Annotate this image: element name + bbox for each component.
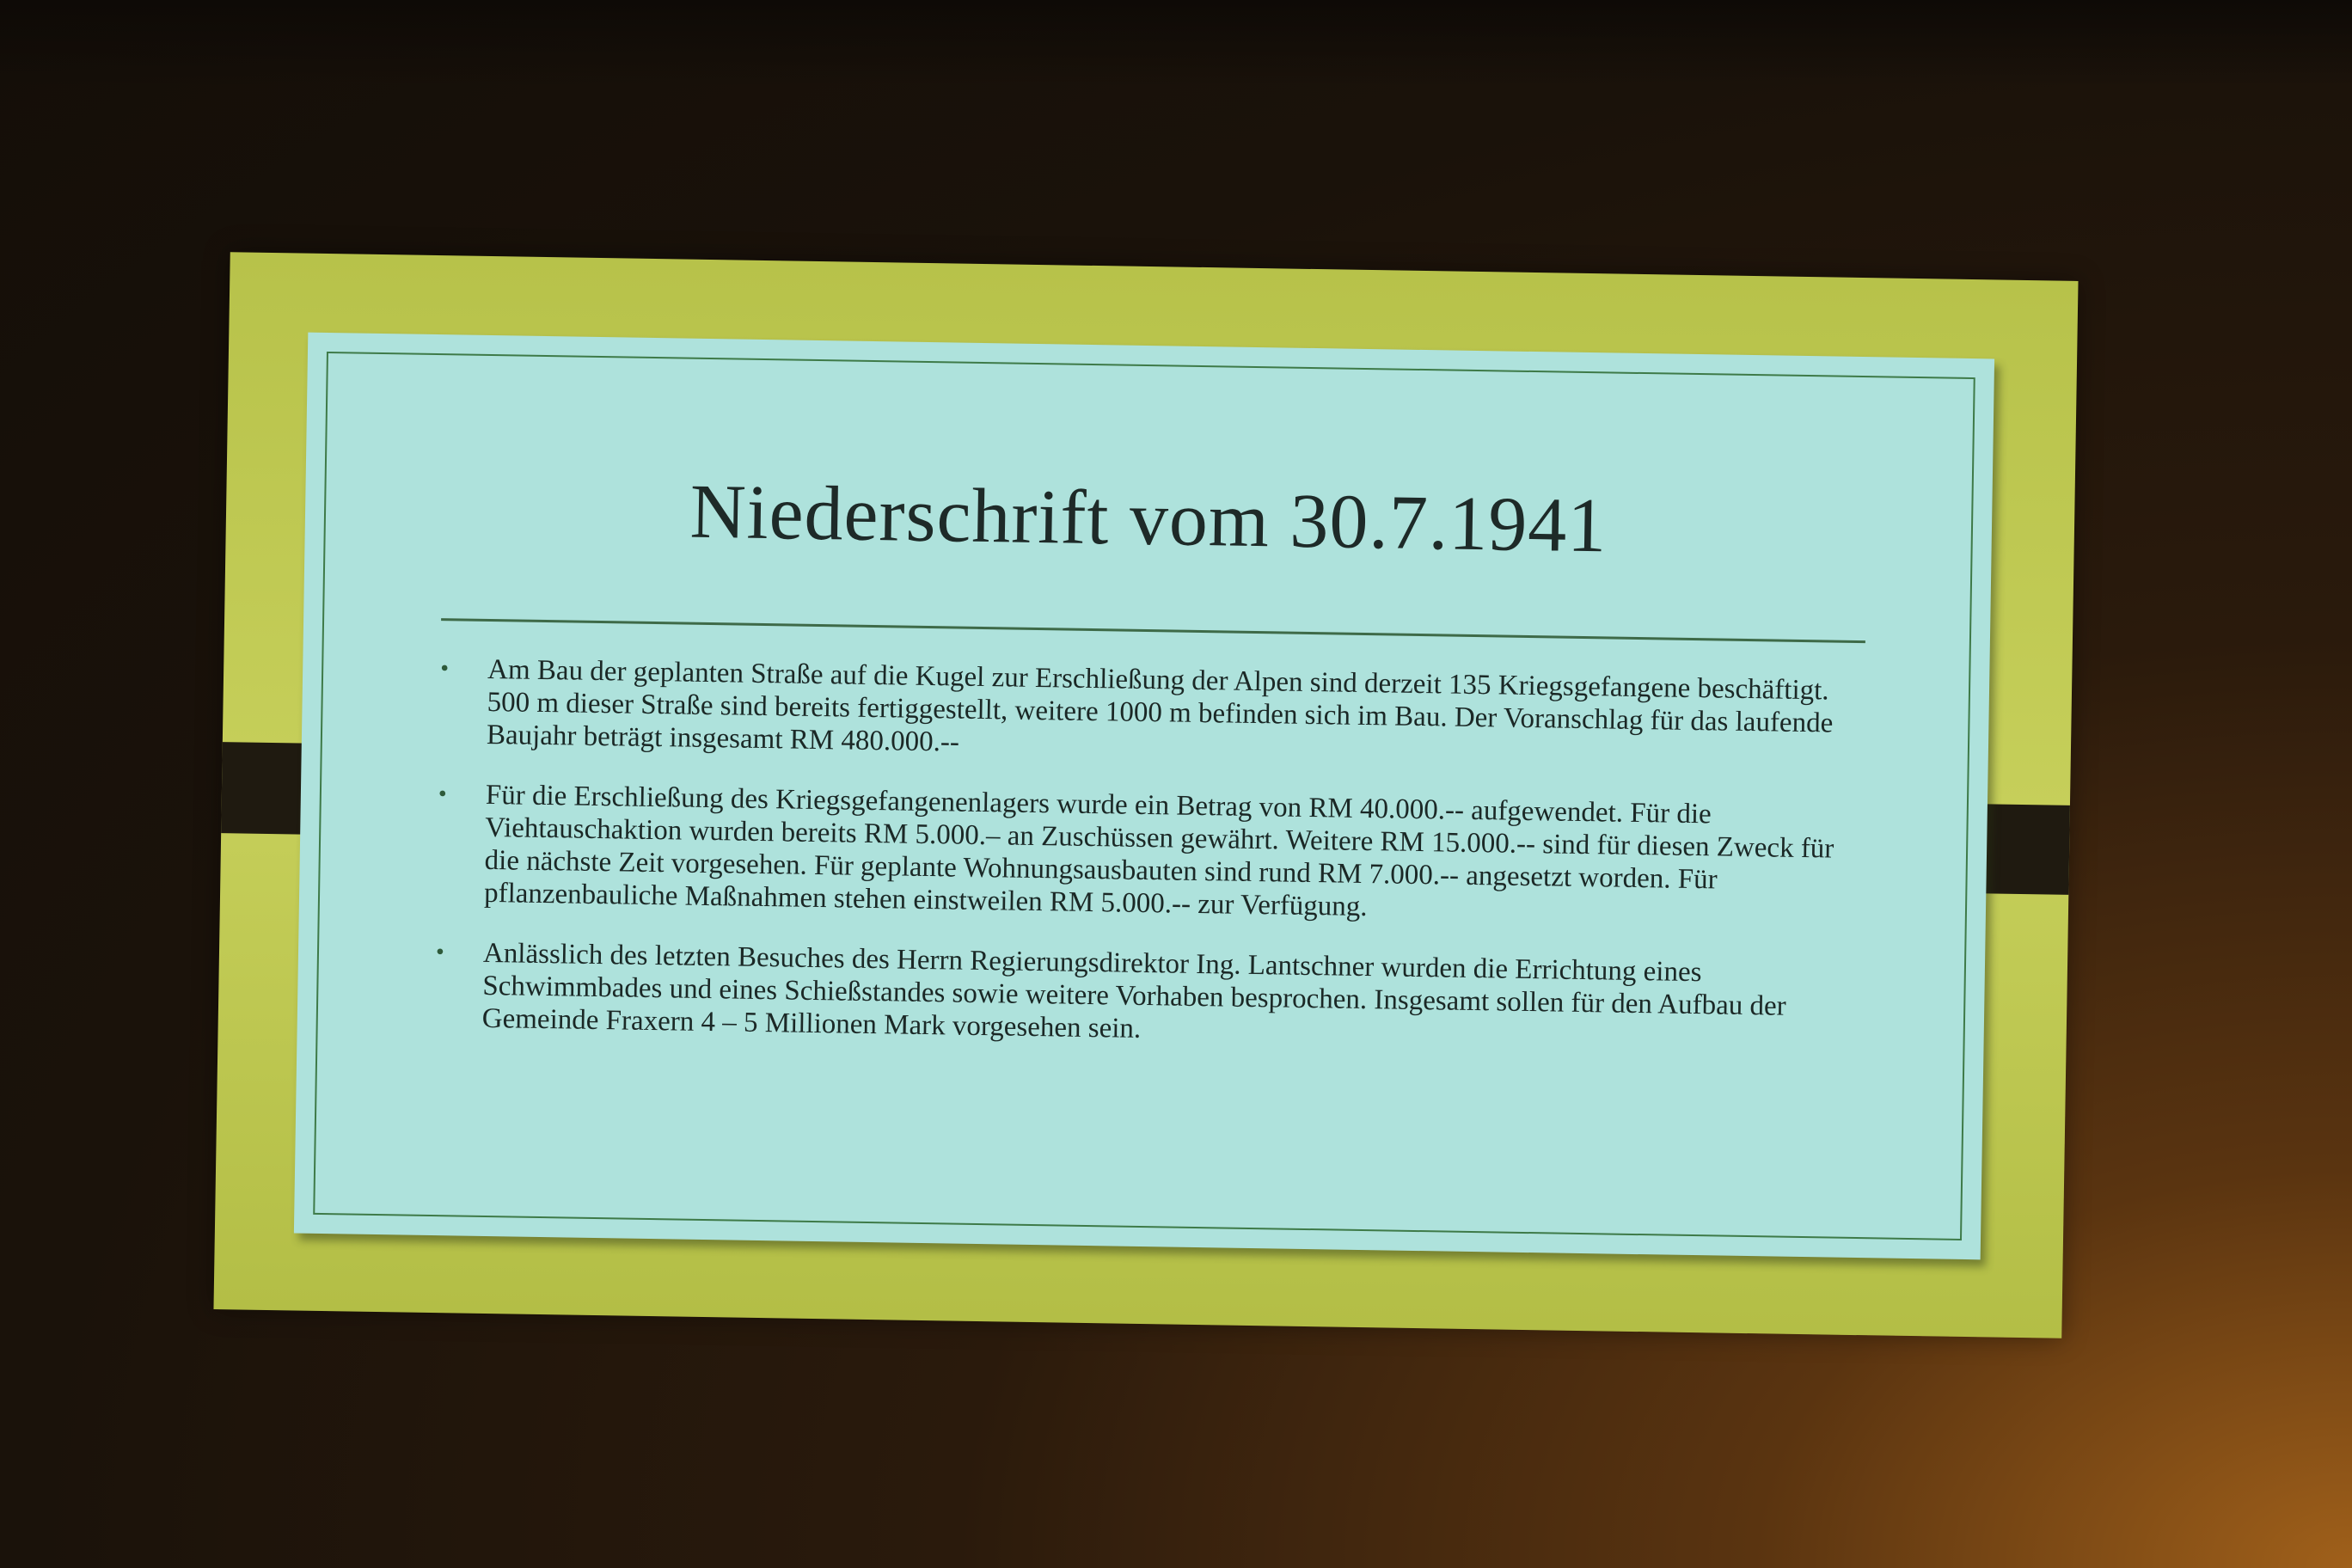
- bullet-text: Anlässlich des letzten Besuches des Herrn Regierungsdirektor Ing. Lantschner wurden die Errichtung eines Schwimmbades und eines Schießstandes sowie weitere Vorhaben besprochen. Insgesamt sollen für den Aufbau der Gemeinde Fraxern 4 – 5 Millionen Mark vorgesehen sein.: [481, 937, 1786, 1044]
- bullet-point-icon: •: [435, 939, 445, 966]
- list-item: [435, 936, 1865, 1057]
- bullet-text: Am Bau der geplanten Straße auf die Kugel zur Erschließung der Alpen sind derzeit 135 Kriegsgefangene beschäftigt. 500 m dieser Straße sind bereits fertiggestellt, weitere 1000 m befinden sich im Bau. Der Voranschlag für das laufende Baujahr beträgt insgesamt RM 480.000.--: [486, 653, 1834, 758]
- room-darkness: [0, 0, 2352, 86]
- slide-title: Niederschrift vom 30.7.1941: [689, 469, 1608, 569]
- bullet-point-icon: •: [438, 781, 447, 808]
- bullet-text: Für die Erschließung des Kriegsgefangenenlagers wurde ein Betrag von RM 40.000.-- aufgewendet. Für die Viehtauschaktion wurden bereits RM 5.000.– an Zuschüssen gewährt. Weitere RM 15.000.-- sind für diesen Zweck für die nächste Zeit vorgesehen. Für geplante Wohnungsausbauten sind rund RM 7.000.-- angesetzt worden. Für pflanzenbauliche Maßnahmen stehen einstweilen RM 5.000.-- zur Verfügung.: [483, 779, 1834, 923]
- projected-slide: [213, 252, 2078, 1338]
- bullet-point-icon: •: [439, 655, 450, 683]
- slide-card: [294, 333, 1994, 1260]
- bullet-list: [434, 652, 1869, 1084]
- list-item: [437, 778, 1867, 931]
